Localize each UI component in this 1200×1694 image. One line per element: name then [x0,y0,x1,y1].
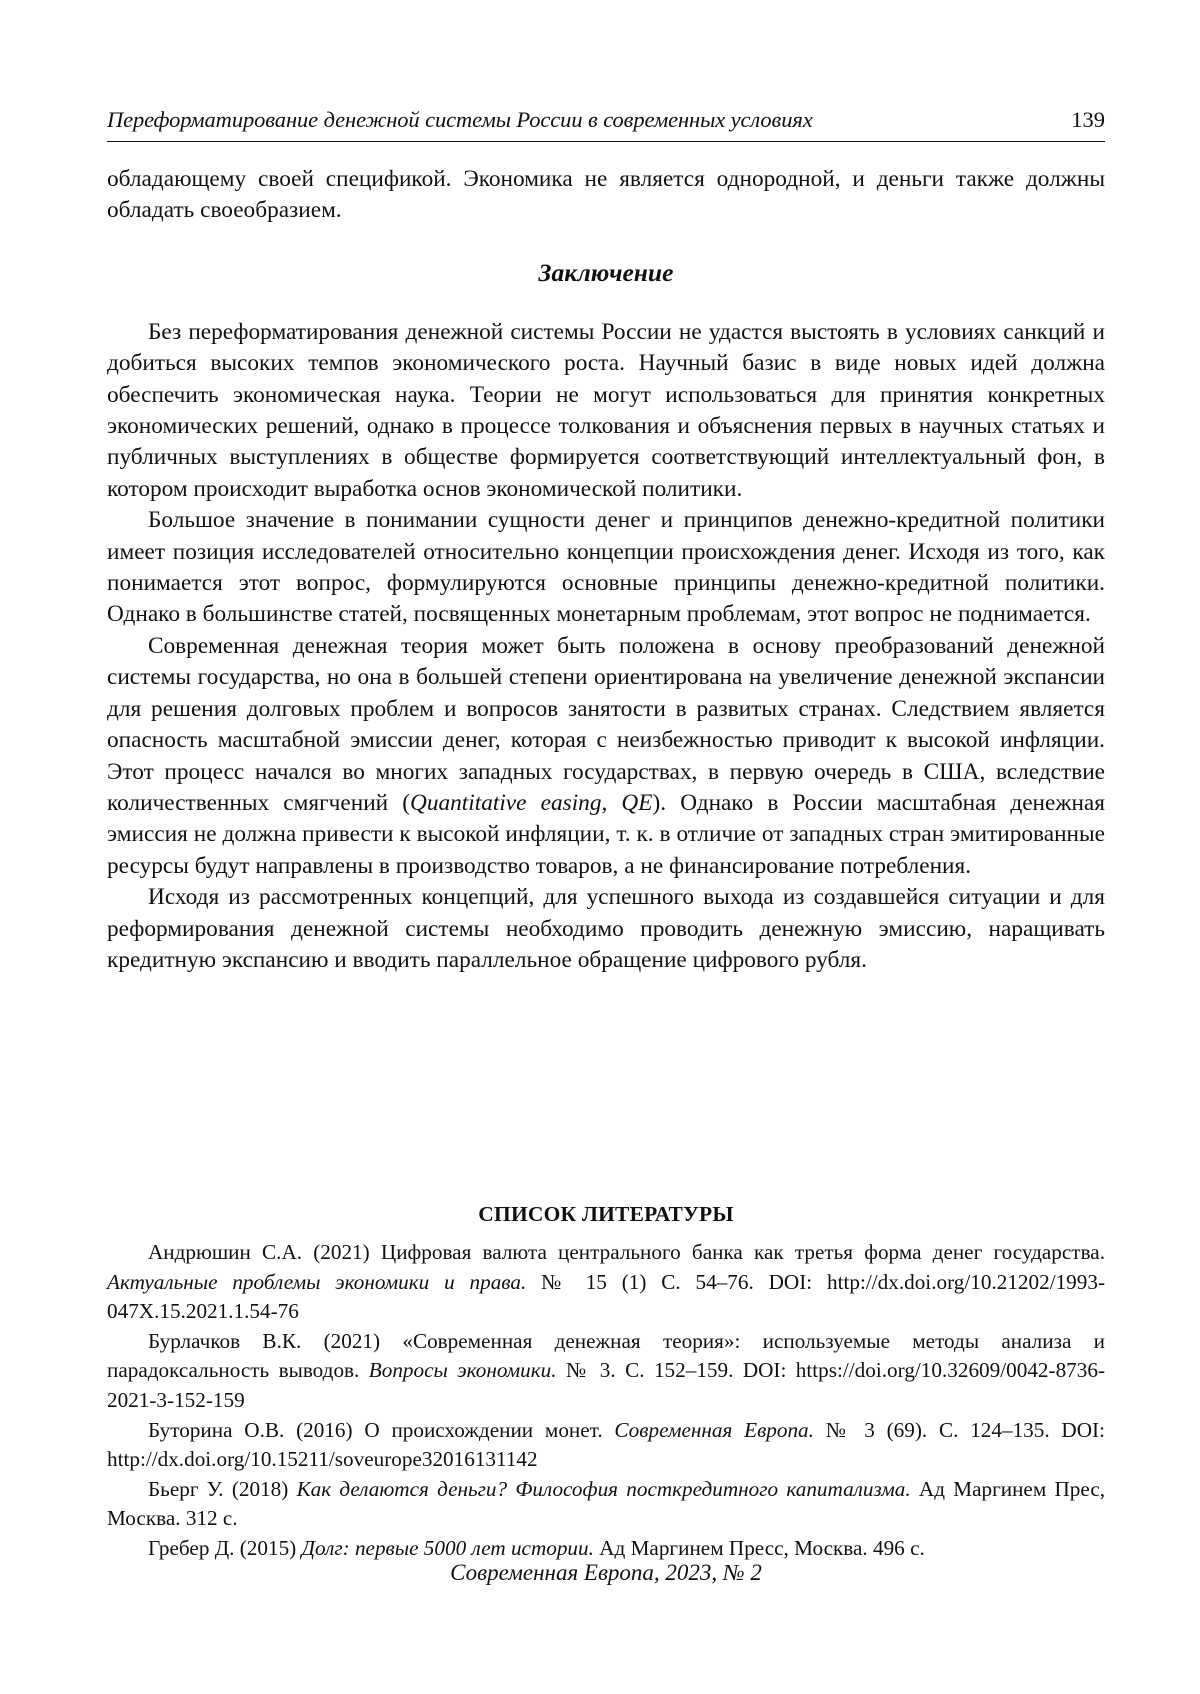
reference-authors: Бьерг У. (2018) [148,1476,297,1501]
reference-details: Ад Маргинем Пресс, Москва. 496 с. [593,1535,925,1560]
reference-authors: Бурлачков В.К. (2021) «Современная денежная теория»: используемые методы анализа и парадоксальность выводов. [107,1328,1105,1383]
continuation-paragraph: обладающему своей спецификой. Экономика не является однородной, и деньги также должны обладать своеобразием. [107,166,1105,224]
page-number: 139 [1071,107,1105,132]
reference-item [107,1238,1105,1327]
paragraph-1: Без переформатирования денежной системы России не удастся выстоять в условиях санкций и добиться высоких темпов экономического роста. Научный базис в виде новых идей должна обеспечить экономическая наука. Теории не могут использоваться для принятия конкретных экономических решений, однако в процессе толкования и объяснения первых в научных статьях и публичных выступлениях в обществе формируется соответствующий интеллектуальный фон, в котором происходит выработка основ экономической политики. [107,318,1105,502]
reference-source: Как делаются деньги? Философия посткредитного капитализма. [296,1476,911,1501]
section-heading: Заключение [538,257,674,287]
reference-authors: Гребер Д. (2015) [148,1535,302,1560]
paragraph-2: Большое значение в понимании сущности денег и принципов денежно-кредитной политики имеет позиция исследователей относительно концепции происхождения денег. Исходя из того, как понимается этот вопрос, формулируются основные принципы денежно-кредитной политики. Однако в большинстве статей, посвященных монетарным проблемам, этот вопрос не поднимается. [107,507,1105,628]
running-footer: Современная Европа, 2023, № 2 [450,1560,762,1585]
reference-details: № 3 (69). С. 124–135. DOI: http://dx.doi.org/10.15211/soveurope32016131142 [107,1417,1105,1472]
paragraph-4: Исходя из рассмотренных концепций, для успешного выхода из создавшейся ситуации и для реформирования денежной системы необходимо проводить денежную эмиссию, наращивать кредитную экспансию и вводить параллельное обращение цифрового рубля. [107,884,1105,973]
paragraph-3-italic-term: Quantitative easing, QE [410,789,653,816]
reference-authors: Буторина О.В. (2016) О происхождении монет. [148,1417,615,1442]
body-text [107,164,1105,976]
references-heading: СПИСОК ЛИТЕРАТУРЫ [478,1202,734,1226]
reference-details: № 3. С. 152–159. DOI: https://doi.org/10.32609/0042-8736-2021-3-152-159 [107,1358,1105,1412]
reference-details: Ад Маргинем Прес, Москва. 312 с. [107,1476,1106,1531]
reference-source: Современная Европа. [614,1417,814,1442]
reference-item [107,1327,1105,1416]
running-header [107,103,1105,142]
reference-authors: Андрюшин С.А. (2021) Цифровая валюта центрального банка как третья форма денег государства. [148,1240,1105,1264]
reference-source: Актуальные проблемы экономики и права. [107,1269,527,1294]
running-title: Переформатирование денежной системы России в современных условиях [107,107,813,132]
paragraph-3 [107,631,1105,882]
paragraph-3-text-end: ). Однако в России масштабная денежная эмиссия не должна привести к высокой инфляции, т. к. в отличие от западных стран эмитированные ресурсы будут направлены в производство товаров, а не финансирование потребления. [107,789,1105,879]
reference-source: Вопросы экономики. [368,1358,557,1383]
reference-item [107,1475,1105,1534]
reference-item [107,1416,1105,1475]
paragraph-3-text-start: Современная денежная теория может быть положена в основу преобразований денежной системы государства, но она в большей степени ориентирована на увеличение денежной экспансии для решения долговых проблем и вопросов занятости в развитых странах. Следствием является опасность масштабной эмиссии денег, которая с неизбежностью приводит к высокой инфляции. Этот процесс начался во многих западных государствах, в первую очередь в США, вследствие количественных смягчений ( [107,632,1105,816]
reference-source: Долг: первые 5000 лет истории. [301,1535,594,1560]
references-list [107,1238,1105,1564]
journal-page [107,0,1105,1694]
reference-details: № 15 (1) С. 54–76. DOI: http://dx.doi.org/10.21202/1993-047X.15.2021.1.54-76 [107,1269,1106,1324]
